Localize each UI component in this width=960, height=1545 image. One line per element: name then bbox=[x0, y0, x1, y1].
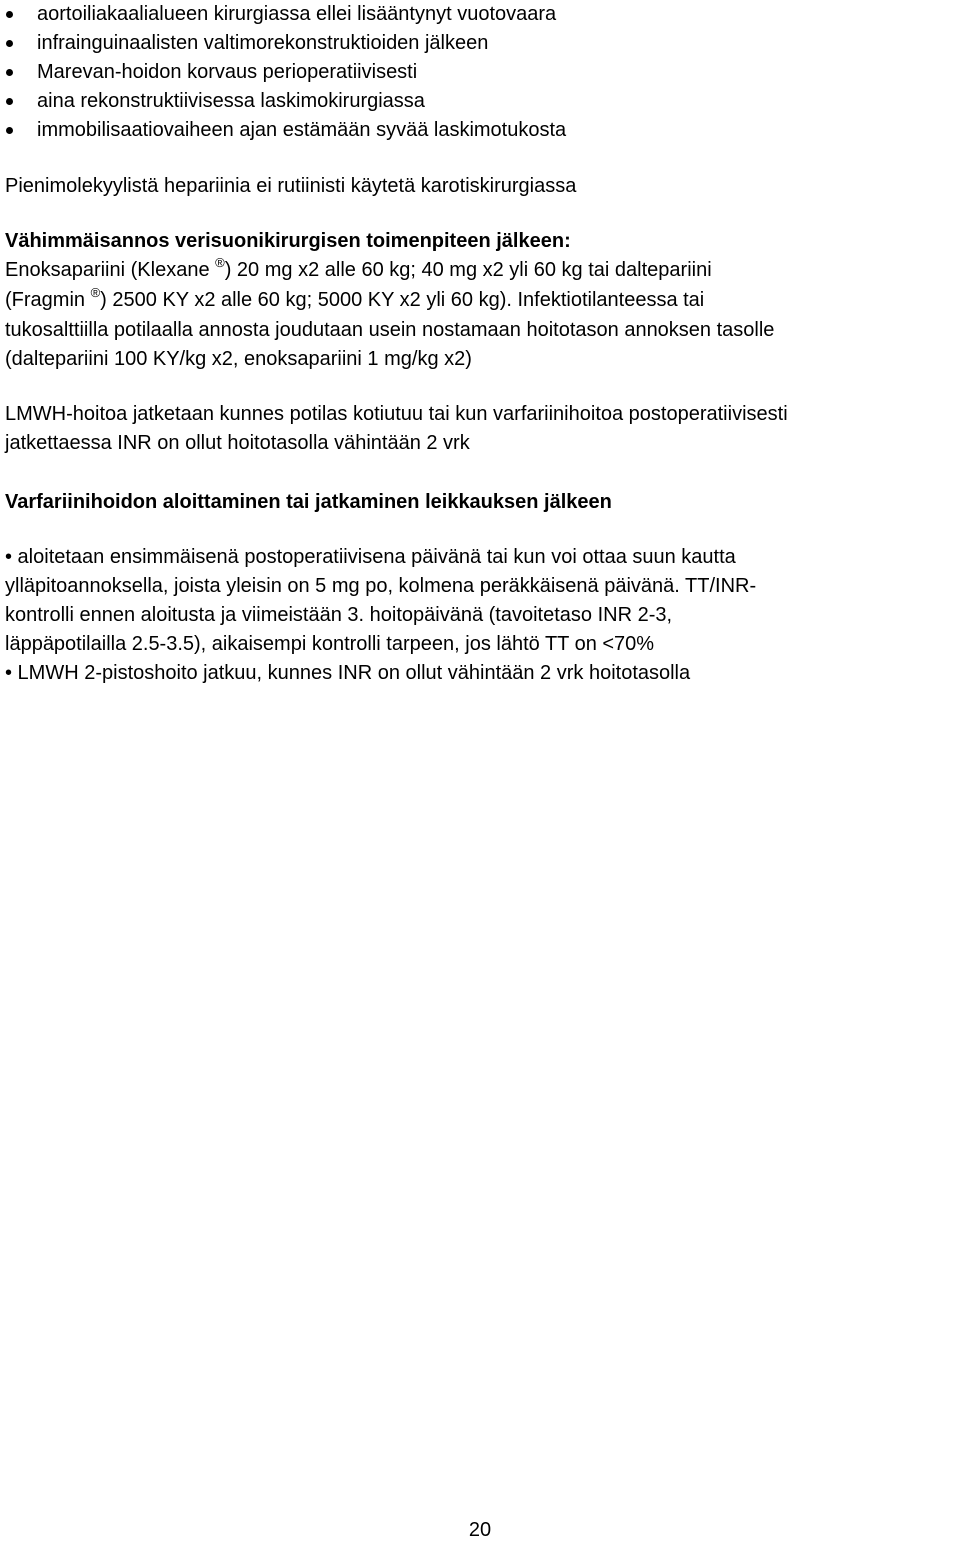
registered-mark: ® bbox=[90, 285, 101, 300]
list-item: aina rekonstruktiivisessa laskimokirurgiassa bbox=[5, 87, 955, 116]
dose-line: Enoksapariini (Klexane ®) 20 mg x2 alle 60 kg; 40 mg x2 yli 60 kg tai daltepariini bbox=[5, 255, 712, 281]
dose-line: (Fragmin ®) 2500 KY x2 alle 60 kg; 5000 KY x2 yli 60 kg). Infektiotilanteessa tai bbox=[5, 285, 705, 311]
registered-mark: ® bbox=[215, 255, 225, 270]
minimum-dose-heading: Vähimmäisannos verisuonikirurgisen toimenpiteen jälkeen: bbox=[5, 230, 571, 252]
list-item: immobilisaatiovaiheen ajan estämään syvää laskimotukosta bbox=[5, 116, 955, 145]
bullet-icon bbox=[6, 11, 13, 18]
document-page bbox=[5, 0, 955, 1540]
page-number: 20 bbox=[468, 1519, 492, 1541]
list-item: infrainguinaalisten valtimorekonstruktioiden jälkeen bbox=[5, 29, 955, 58]
minimum-dose-section bbox=[5, 227, 955, 374]
list-item: Marevan-hoidon korvaus perioperatiivisesti bbox=[5, 58, 955, 87]
indication-bullet-list bbox=[5, 0, 955, 145]
bullet-icon bbox=[6, 69, 13, 76]
carotid-paragraph: Pienimolekyylistä hepariinia ei rutiinisti käytetä karotiskirurgiassa bbox=[5, 175, 577, 197]
dose-line: (daltepariini 100 KY/kg x2, enoksapariini 1 mg/kg x2) bbox=[5, 348, 472, 370]
list-item: aortoiliakaalialueen kirurgiassa ellei lisääntynyt vuotovaara bbox=[5, 0, 955, 29]
warfarin-points: • aloitetaan ensimmäisenä postoperatiivisena päivänä tai kun voi ottaa suun kautta ylläpitoannoksella, joista yleisin on 5 mg po, kolmena peräkkäisenä päivänä. TT/INR- kontrolli ennen aloitusta ja viimeistään 3. hoitopäivänä (tavoitetaso INR 2-3, läppäpotilailla 2.5-3.5), aikaisempi kontrolli tarpeen, jos lähtö TT on <70% • LMWH 2-pistoshoito jatkuu, kunnes INR on ollut vähintään 2 vrk hoitotasolla bbox=[5, 543, 955, 688]
lmwh-continuation-paragraph: LMWH-hoitoa jatketaan kunnes potilas kotiutuu tai kun varfariinihoitoa postoperatiivisesti jatkettaessa INR on ollut hoitotasolla vähintään 2 vrk bbox=[5, 403, 788, 454]
warfarin-heading: Varfariinihoidon aloittaminen tai jatkaminen leikkauksen jälkeen bbox=[5, 491, 612, 513]
bullet-icon bbox=[6, 40, 13, 47]
list-item: • LMWH 2-pistoshoito jatkuu, kunnes INR on ollut vähintään 2 vrk hoitotasolla bbox=[5, 662, 691, 684]
bullet-icon bbox=[6, 98, 13, 105]
bullet-icon bbox=[6, 127, 13, 134]
dose-line: tukosalttiilla potilaalla annosta joudutaan usein nostamaan hoitotason annoksen tasolle bbox=[5, 319, 775, 341]
list-item: • aloitetaan ensimmäisenä postoperatiivisena päivänä tai kun voi ottaa suun kautta bbox=[5, 546, 736, 568]
